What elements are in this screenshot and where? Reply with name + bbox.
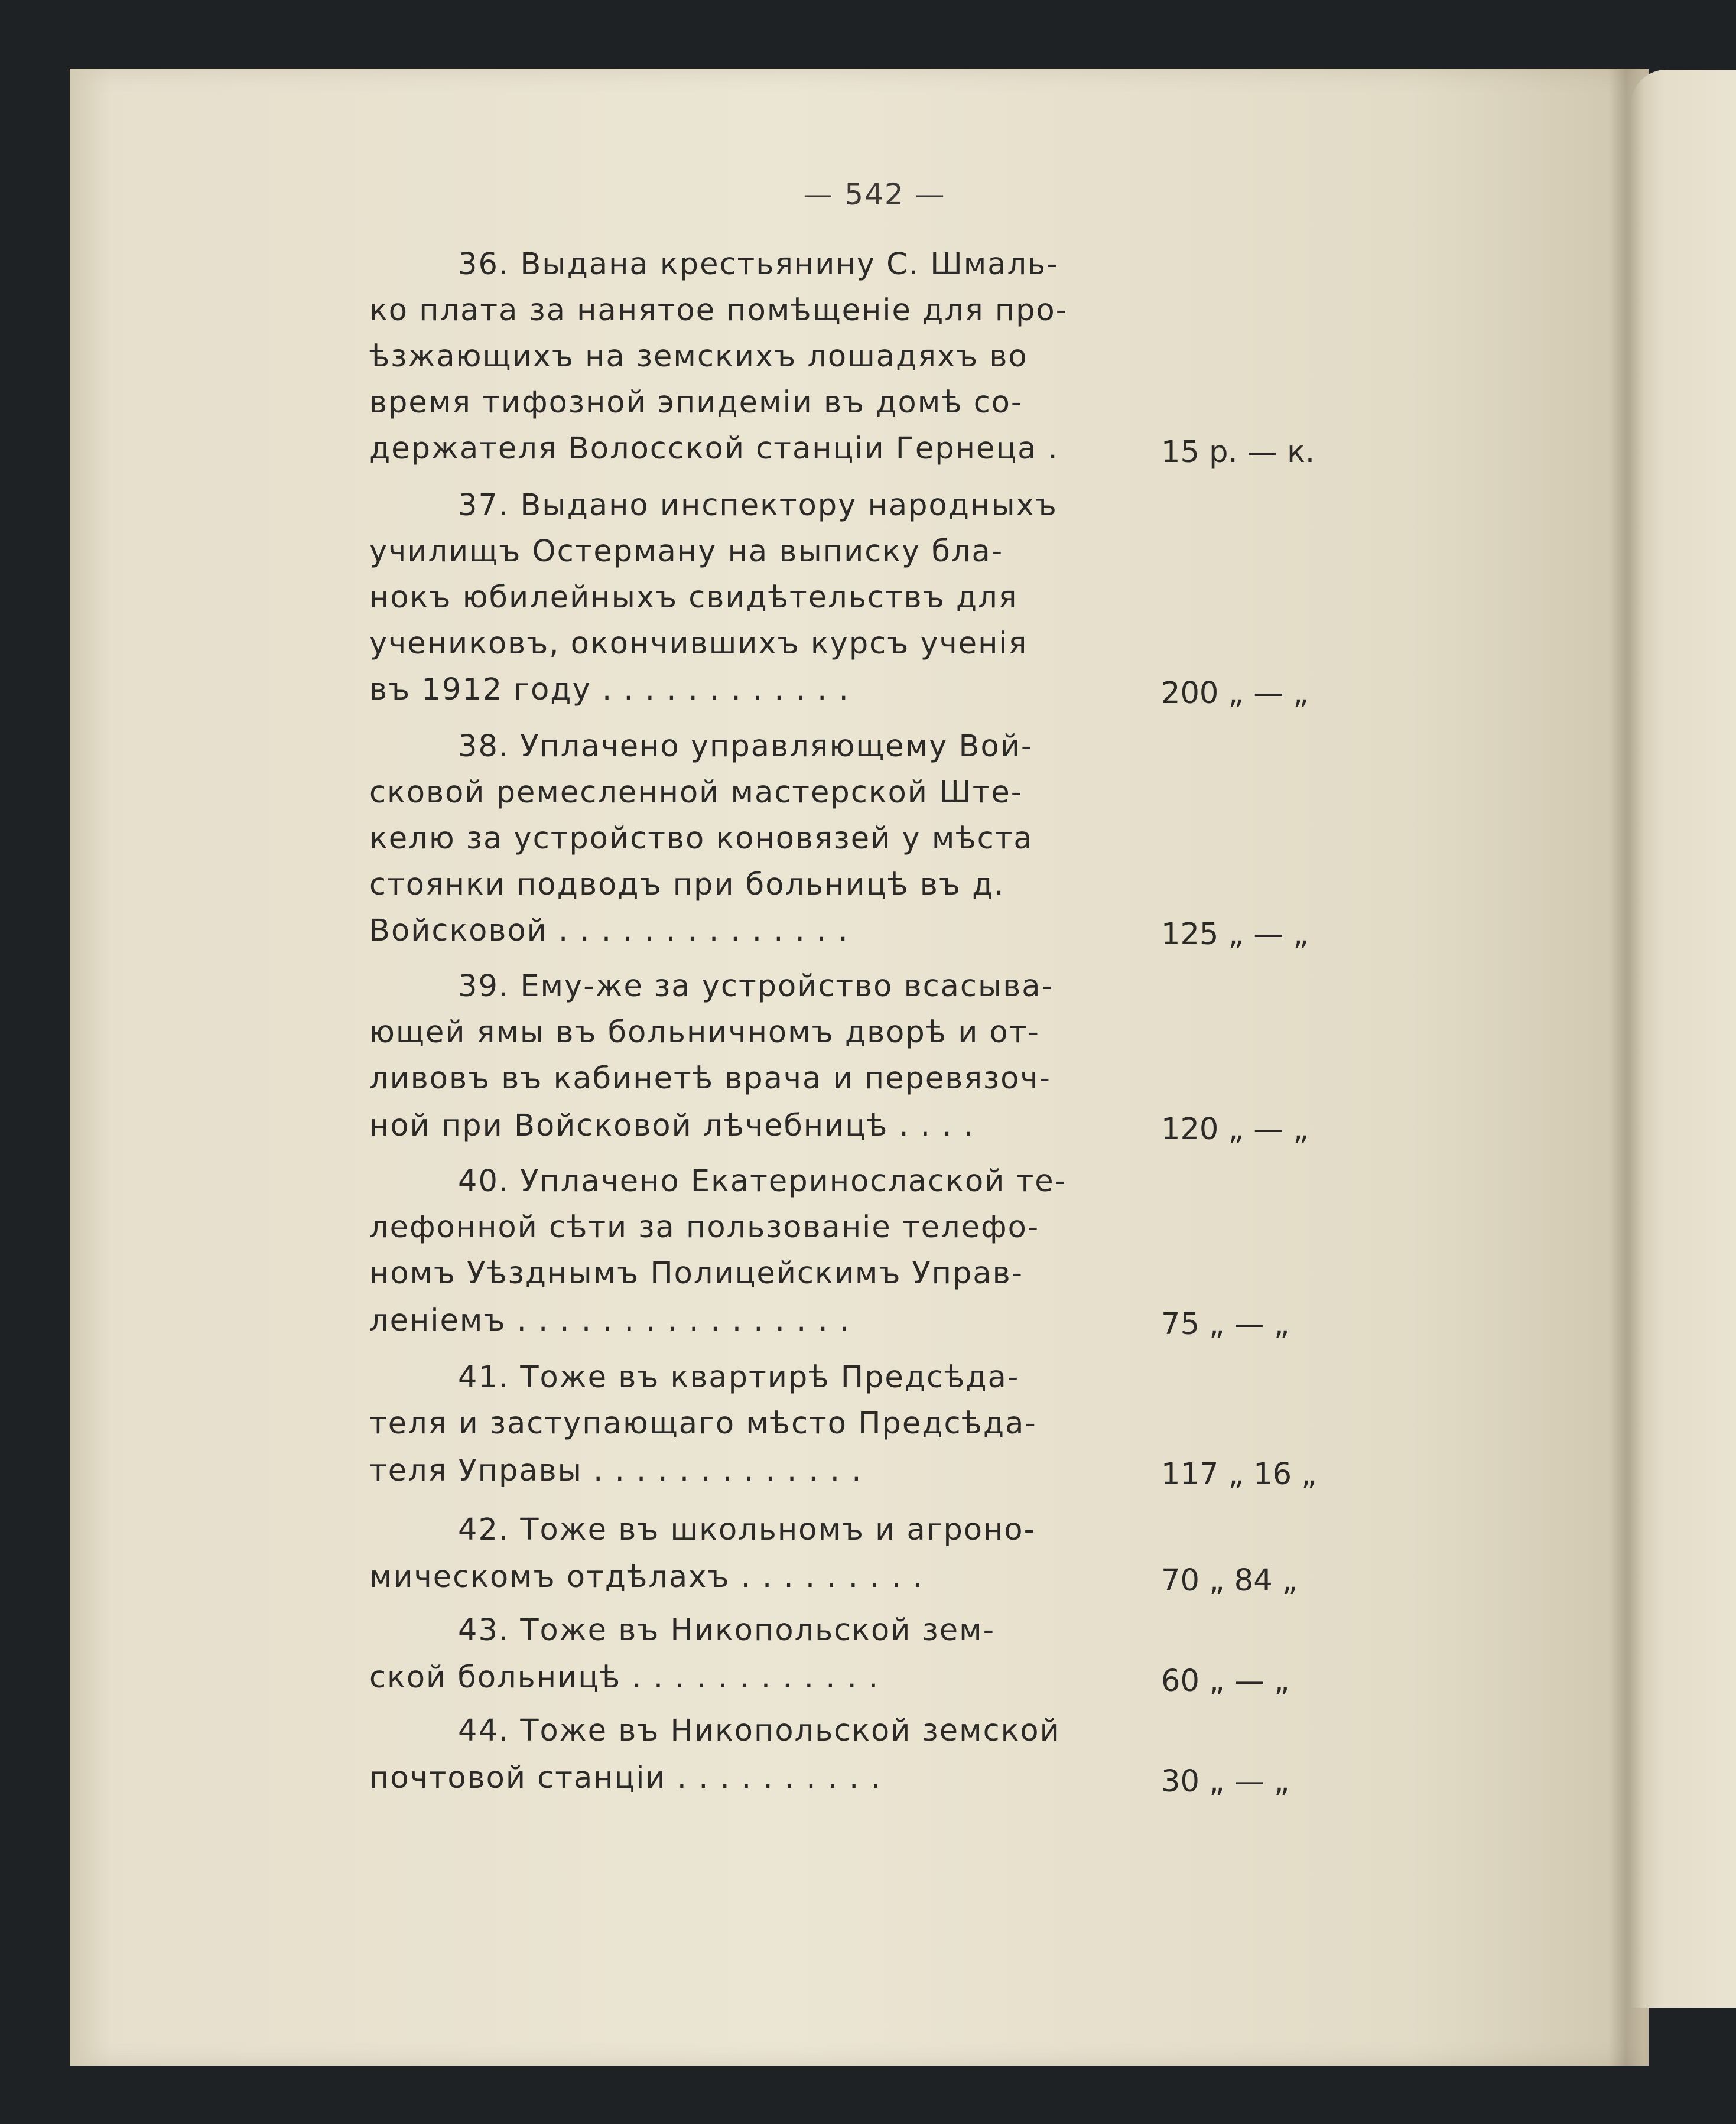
entry-text-line: держателя Волосской станціи Гернеца .: [369, 431, 1059, 466]
entry-text-line: 38. Уплачено управляющему Вой-: [458, 729, 1033, 764]
entry-amount: 15 р. — к.: [1161, 435, 1315, 470]
entry-text-line: ной при Войсковой лѣчебницѣ . . . .: [369, 1108, 974, 1143]
entry-text-line: 44. Тоже въ Никопольской земской: [458, 1713, 1061, 1748]
entry-amount: 117 „ 16 „: [1161, 1457, 1317, 1492]
entry-text-line: ѣзжающихъ на земскихъ лошадяхъ во: [369, 339, 1028, 374]
facing-page-edge: [1631, 70, 1736, 2008]
entry-text-line: 43. Тоже въ Никопольской зем-: [458, 1613, 995, 1648]
entry-text-line: 39. Ему-же за устройство всасыва-: [458, 969, 1054, 1004]
entry-text-line: училищъ Остерману на выписку бла-: [369, 534, 1004, 569]
entry-text-line: 40. Уплачено Екатеринослаской те-: [458, 1164, 1067, 1199]
entry-text-line: въ 1912 году . . . . . . . . . . . .: [369, 672, 850, 707]
entry-text-line: ко плата за нанятое помѣщеніе для про-: [369, 293, 1068, 328]
entry-text-line: нокъ юбилейныхъ свидѣтельствъ для: [369, 580, 1018, 615]
entry-text-line: время тифозной эпидеміи въ домѣ со-: [369, 385, 1023, 420]
entry-text-line: ливовъ въ кабинетѣ врача и перевязоч-: [369, 1061, 1051, 1096]
page-shadow: [70, 69, 111, 2066]
entry-text-line: теля Управы . . . . . . . . . . . . .: [369, 1453, 863, 1488]
entry-amount: 30 „ — „: [1161, 1764, 1290, 1799]
book-gutter: [1608, 69, 1644, 2066]
entry-text-line: теля и заступающаго мѣсто Предсѣда-: [369, 1406, 1037, 1441]
entry-text-line: почтовой станціи . . . . . . . . . .: [369, 1761, 882, 1796]
entry-text-line: келю за устройство коновязей у мѣста: [369, 821, 1033, 856]
entry-text-line: ской больницѣ . . . . . . . . . . . .: [369, 1660, 880, 1695]
entry-text-line: сковой ремесленной мастерской Ште-: [369, 775, 1023, 810]
entry-text-line: мическомъ отдѣлахъ . . . . . . . . .: [369, 1560, 924, 1595]
entry-text-line: 37. Выдано инспектору народныхъ: [458, 488, 1058, 523]
entry-text-line: номъ Уѣзднымъ Полицейскимъ Управ-: [369, 1256, 1024, 1291]
entry-text-line: Войсковой . . . . . . . . . . . . . .: [369, 913, 849, 948]
entry-amount: 75 „ — „: [1161, 1307, 1290, 1342]
entry-text-line: учениковъ, окончившихъ курсъ ученія: [369, 626, 1028, 661]
entry-amount: 120 „ — „: [1161, 1112, 1309, 1147]
page-number: — 542 —: [803, 177, 946, 212]
entry-text-line: стоянки подводъ при больницѣ въ д.: [369, 867, 1005, 902]
entry-text-line: 42. Тоже въ школьномъ и агроно-: [458, 1513, 1036, 1547]
entry-text-line: лефонной сѣти за пользованіе телефо-: [369, 1210, 1040, 1245]
entry-amount: 200 „ — „: [1161, 676, 1309, 711]
entry-amount: 125 „ — „: [1161, 917, 1309, 952]
entry-text-line: ющей ямы въ больничномъ дворѣ и от-: [369, 1015, 1040, 1050]
entry-text-line: 41. Тоже въ квартирѣ Предсѣда-: [458, 1360, 1020, 1395]
entry-amount: 60 „ — „: [1161, 1664, 1290, 1699]
entry-amount: 70 „ 84 „: [1161, 1563, 1298, 1598]
entry-text-line: 36. Выдана крестьянину С. Шмаль-: [458, 247, 1059, 282]
entry-text-line: леніемъ . . . . . . . . . . . . . . . .: [369, 1303, 851, 1338]
